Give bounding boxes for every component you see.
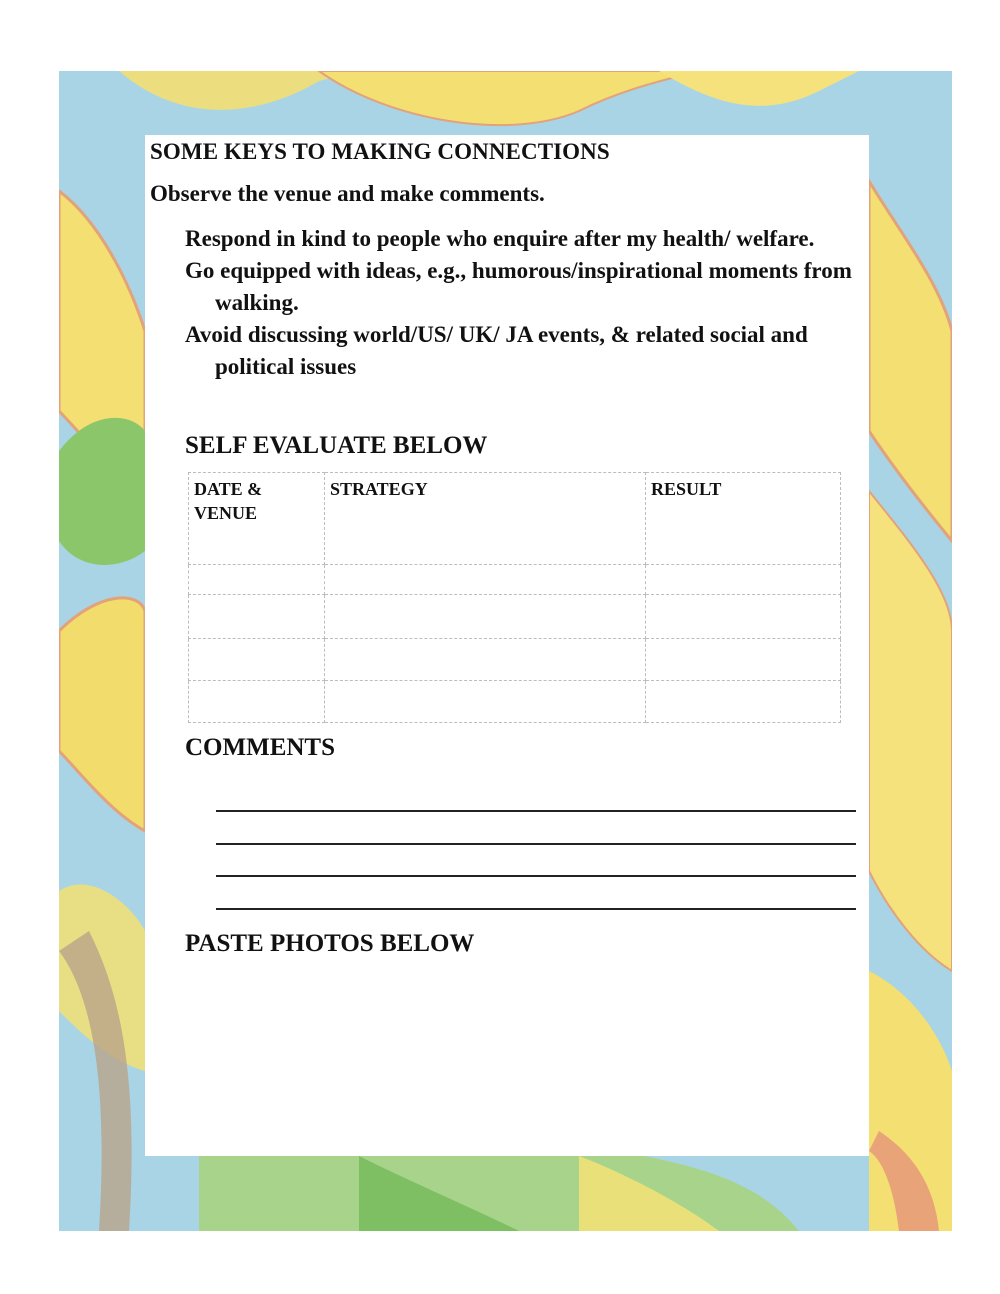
photo-paste-area[interactable] bbox=[185, 975, 855, 1145]
table-cell[interactable] bbox=[646, 565, 841, 595]
table-cell[interactable] bbox=[189, 595, 325, 639]
tips-list bbox=[185, 223, 855, 383]
table-row bbox=[189, 639, 841, 681]
column-header-result: RESULT bbox=[646, 473, 841, 565]
self-evaluate-table bbox=[188, 472, 841, 723]
tip-item: Respond in kind to people who enquire after my health/ welfare. bbox=[185, 226, 815, 251]
comments-heading: COMMENTS bbox=[185, 734, 335, 761]
table-cell[interactable] bbox=[325, 565, 646, 595]
table-cell[interactable] bbox=[646, 639, 841, 681]
comment-line[interactable] bbox=[216, 908, 856, 910]
column-header-date-venue: DATE & VENUE bbox=[189, 473, 325, 565]
table-cell[interactable] bbox=[325, 681, 646, 723]
table-cell[interactable] bbox=[646, 681, 841, 723]
table-row bbox=[189, 681, 841, 723]
table-cell[interactable] bbox=[189, 565, 325, 595]
comment-line[interactable] bbox=[216, 875, 856, 877]
table-cell[interactable] bbox=[325, 595, 646, 639]
table-header-row bbox=[189, 473, 841, 565]
paste-photos-heading: PASTE PHOTOS BELOW bbox=[185, 930, 475, 957]
table-cell[interactable] bbox=[325, 639, 646, 681]
column-header-strategy: STRATEGY bbox=[325, 473, 646, 565]
table-row bbox=[189, 565, 841, 595]
comment-line[interactable] bbox=[216, 843, 856, 845]
table-cell[interactable] bbox=[189, 681, 325, 723]
tip-item: Go equipped with ideas, e.g., humorous/inspirational moments from walking. bbox=[185, 258, 852, 315]
tip-item: Avoid discussing world/US/ UK/ JA events, & related social and political issues bbox=[185, 322, 808, 379]
worksheet-title: SOME KEYS TO MAKING CONNECTIONS bbox=[150, 139, 610, 164]
table-row bbox=[189, 595, 841, 639]
worksheet-card bbox=[145, 135, 869, 1156]
table-cell[interactable] bbox=[646, 595, 841, 639]
self-evaluate-heading: SELF EVALUATE BELOW bbox=[185, 432, 488, 459]
intro-text: Observe the venue and make comments. bbox=[150, 181, 545, 206]
table-cell[interactable] bbox=[189, 639, 325, 681]
comment-line[interactable] bbox=[216, 810, 856, 812]
